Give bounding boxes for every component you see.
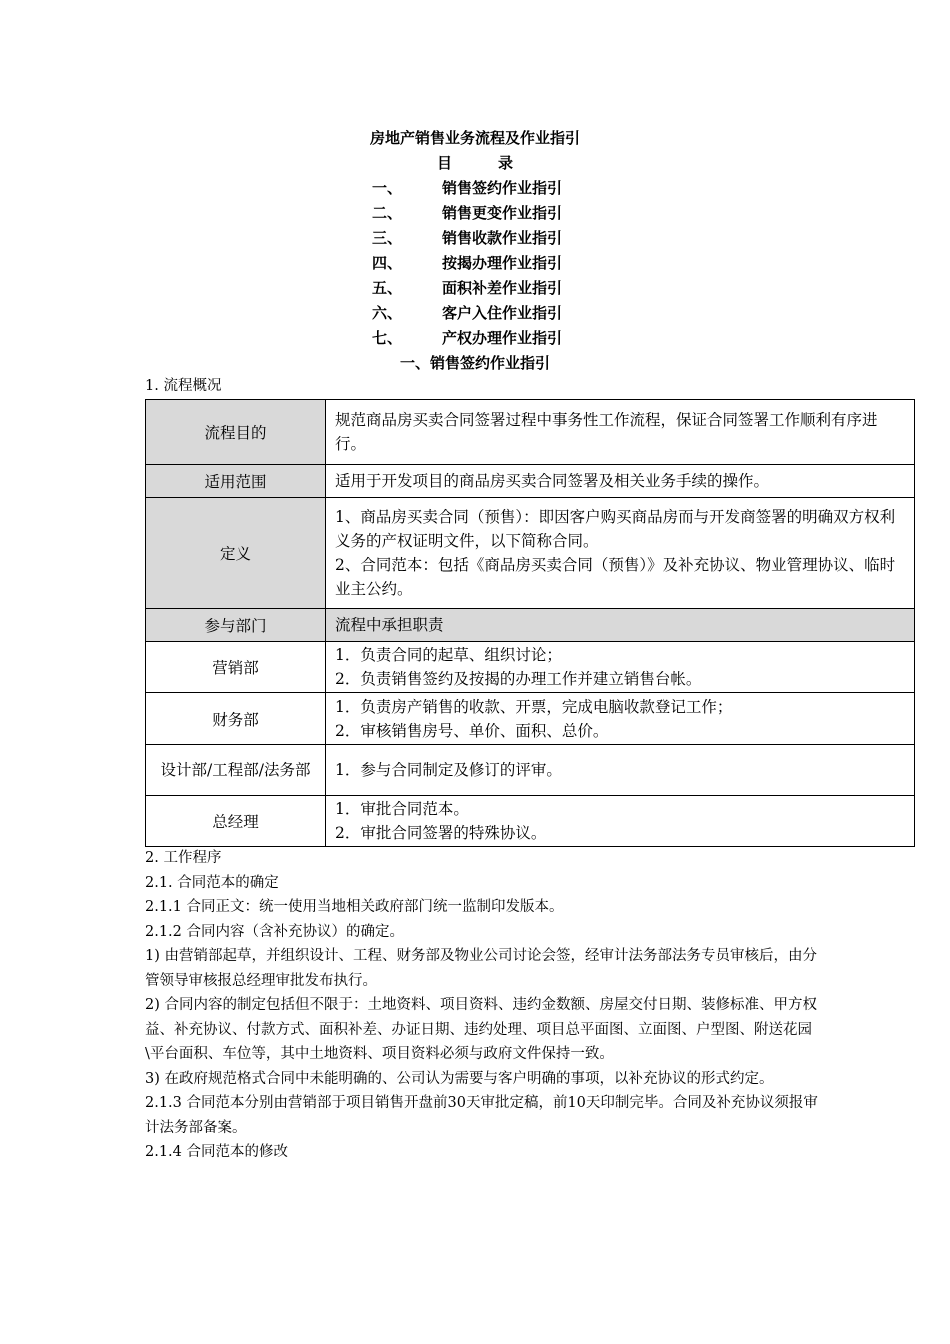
toc-item[interactable] xyxy=(0,226,950,251)
dept-duties xyxy=(326,642,915,693)
toc-item-text: 按揭办理作业指引 xyxy=(442,254,563,272)
scope-label: 适用范围 xyxy=(146,465,326,498)
body-paragraph: 2.1.1 合同正文：统一使用当地相关政府部门统一监制印发版本。 xyxy=(145,899,564,915)
toc-heading-char-1: 目 xyxy=(436,154,452,172)
table-row xyxy=(146,465,915,498)
body-paragraph: 2) 合同内容的制定包括但不限于：土地资料、项目资料、违约金数额、房屋交付日期、装修标准、甲方权益、补充协议、付款方式、面积补差、办证日期、违约处理、项目总平面图、立面图、户型图、附送花园\平台面积、车位等，其中土地资料、项目资料必须与政府文件保持一致。 xyxy=(145,997,817,1062)
body-paragraph: 2.1. 合同范本的确定 xyxy=(145,874,279,891)
toc-item[interactable] xyxy=(0,276,950,301)
body-paragraph: 2.1.2 合同内容（含补充协议）的确定。 xyxy=(145,923,405,940)
duty-line: 1．负责合同的起草、组织讨论； xyxy=(335,646,562,664)
duty-header: 流程中承担职责 xyxy=(326,609,915,642)
definition-line: 1、商品房买卖合同（预售）：即因客户购买商品房而与开发商签署的明确双方权利义务的产权证明文件，以下简称合同。 xyxy=(335,508,896,550)
body-paragraph: 2.1.4 合同范本的修改 xyxy=(145,1144,289,1160)
document-title: 房地产销售业务流程及作业指引 xyxy=(369,129,580,147)
duty-line: 2．审批合同签署的特殊协议。 xyxy=(335,824,547,842)
dept-header: 参与部门 xyxy=(146,609,326,642)
duty-line: 2．审核销售房号、单价、面积、总价。 xyxy=(335,721,609,740)
definition-line: 2、合同范本：包括《商品房买卖合同（预售）》及补充协议、物业管理协议、临时业主公约。 xyxy=(335,556,896,598)
toc-item[interactable] xyxy=(0,326,950,351)
dept-name: 设计部/工程部/法务部 xyxy=(146,745,326,796)
dept-name: 总经理 xyxy=(146,796,326,847)
toc-item-text: 产权办理作业指引 xyxy=(442,329,563,347)
toc-item-number: 五、 xyxy=(372,279,403,297)
body-content xyxy=(145,846,825,1165)
toc-item-text: 销售更变作业指引 xyxy=(442,204,563,222)
body-paragraph: 2. 工作程序 xyxy=(145,850,222,866)
dept-name: 营销部 xyxy=(146,642,326,693)
toc-item-number: 七、 xyxy=(372,329,403,347)
toc-item-number: 四、 xyxy=(372,254,403,272)
dept-duties xyxy=(326,745,915,796)
duty-line: 1．参与合同制定及修订的评审。 xyxy=(335,761,562,779)
toc-item[interactable] xyxy=(0,301,950,326)
toc-item-number: 二、 xyxy=(372,204,403,222)
definition-label: 定义 xyxy=(146,498,326,609)
section-title: 一、销售签约作业指引 xyxy=(399,354,550,372)
dept-duties xyxy=(326,693,915,745)
dept-name: 财务部 xyxy=(146,693,326,745)
definition-value xyxy=(326,498,915,609)
table-header-row xyxy=(146,609,915,642)
process-overview-table xyxy=(145,399,915,847)
toc-item-number: 一、 xyxy=(372,179,403,197)
purpose-value: 规范商品房买卖合同签署过程中事务性工作流程，保证合同签署工作顺利有序进行。 xyxy=(326,400,915,465)
table-row xyxy=(146,642,915,693)
toc-item-text: 销售签约作业指引 xyxy=(442,179,563,197)
toc-item[interactable] xyxy=(0,176,950,201)
toc-item[interactable] xyxy=(0,201,950,226)
body-paragraph: 2.1.3 合同范本分别由营销部于项目销售开盘前30天审批定稿，前10天印制完毕。合同及补充协议须报审计法务部备案。 xyxy=(145,1095,818,1136)
toc-item-number: 三、 xyxy=(372,229,403,247)
duty-line: 2．负责销售签约及按揭的办理工作并建立销售台帐。 xyxy=(335,670,702,688)
table-row xyxy=(146,498,915,609)
duty-line: 1．审批合同范本。 xyxy=(335,800,469,818)
toc-item-number: 六、 xyxy=(372,304,403,322)
dept-duties xyxy=(326,796,915,847)
table-row xyxy=(146,693,915,745)
subsection-heading: 1. 流程概况 xyxy=(145,378,222,394)
purpose-label: 流程目的 xyxy=(146,400,326,465)
toc-heading xyxy=(0,151,950,176)
toc-heading-char-2: 录 xyxy=(498,154,514,172)
toc-item-text: 客户入住作业指引 xyxy=(442,304,563,322)
table-row xyxy=(146,400,915,465)
toc-item-text: 销售收款作业指引 xyxy=(442,229,563,247)
scope-value: 适用于开发项目的商品房买卖合同签署及相关业务手续的操作。 xyxy=(326,465,915,498)
table-row xyxy=(146,796,915,847)
toc-item[interactable] xyxy=(0,251,950,276)
title-block xyxy=(0,126,950,376)
body-paragraph: 3) 在政府规范格式合同中未能明确的、公司认为需要与客户明确的事项，以补充协议的形式约定。 xyxy=(145,1070,774,1087)
table-row xyxy=(146,745,915,796)
body-paragraph: 1) 由营销部起草，并组织设计、工程、财务部及物业公司讨论会签，经审计法务部法务专员审核后，由分管领导审核报总经理审批发布执行。 xyxy=(145,948,817,989)
toc-item-text: 面积补差作业指引 xyxy=(442,279,563,297)
duty-line: 1．负责房产销售的收款、开票，完成电脑收款登记工作； xyxy=(335,697,733,716)
